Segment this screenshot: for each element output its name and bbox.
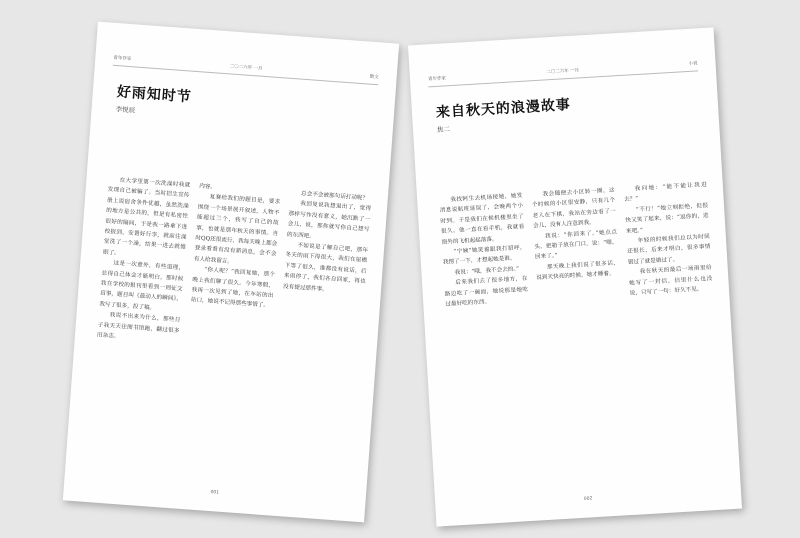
body-paragraph: 我说：“哦，我不会去的。” xyxy=(454,266,520,276)
body-paragraph: 年轻的时候我们总以为时间还很长，后来才明白，很多事情错过了就是错过了。 xyxy=(627,233,711,266)
page-number: 002 xyxy=(583,496,593,502)
body-paragraph: “宁姨”她笑着跟我打招呼，我愣了一下，才想起她是谁。 xyxy=(442,244,526,267)
header-left: 青年作家 xyxy=(113,55,132,63)
body-paragraph: 我回复说我想退出了，觉得那样写作没有意义，她沉默了一会儿，说，那你就写你自己想写的东西吧。 xyxy=(286,201,372,240)
body-paragraph: 我说：“你回来了。”她点点头，把箱子放在门口，说：“嗯，回来了。” xyxy=(534,229,618,261)
body-paragraph: 内容。 xyxy=(198,183,217,191)
header-right: 小说 xyxy=(688,61,698,67)
body-paragraph: 这是一次意外，有些道理，总得自己体会才能明白。那时候我在学校的报刊里看到一则征文启事，题目叫《最动人的瞬间》，我写了很多，投了稿。 xyxy=(99,260,185,312)
article-author: 李悦辰 xyxy=(115,105,136,115)
header-left: 青年作家 xyxy=(427,76,447,83)
article-title: 好雨知时节 xyxy=(116,84,193,106)
text-column xyxy=(531,186,621,305)
text-column xyxy=(187,181,281,353)
text-column xyxy=(623,180,713,299)
body-paragraph: 复赛给我们的题目是，要求围绕一个场景展开叙述，人物不能超过三个，我写了自己的故事，也就是那年秋天的事情。当时QQ还很流行，我每天晚上都会登录看看有没有新消息，会不会有人给我留言。 xyxy=(193,194,281,265)
article-title: 来自秋天的浪漫故事 xyxy=(435,96,572,121)
body-paragraph: 不如说是了解自己吧，那年冬天的雨下得很大，我们在屋檐下等了很久，谁都没有说话，后来雨停了，我们各自回家，再也没有提过那件事。 xyxy=(282,242,369,293)
header-right: 散文 xyxy=(369,74,379,81)
article-author: 焦二 xyxy=(436,125,451,134)
body-paragraph: 那天晚上我们说了很多话，说到天快亮的时候，她才睡着。 xyxy=(536,260,620,282)
running-header xyxy=(428,60,698,87)
header-center: 二〇二六年 一月 xyxy=(546,68,580,76)
right-page xyxy=(408,27,742,526)
body-paragraph: 我找阿生去机场接她，她发消息说航班延误了，会晚两个小时到。于是我们在候机楼里坐了很久，他一直在看手机，我就看窗外的飞机起起落落。 xyxy=(439,192,525,246)
text-column xyxy=(439,191,529,310)
body-columns xyxy=(439,180,713,310)
left-page xyxy=(63,22,399,523)
body-paragraph: “不行！”她立刻拒绝，但很快又笑了起来，说：“逗你的，进来吧。” xyxy=(625,202,709,235)
body-paragraph: “你人呢？”我回复她，那个晚上我们聊了很久。今年寒假，我再一次见到了她，在车站的出站口，她说不记得那些事情了。 xyxy=(190,267,276,310)
body-paragraph: 我说不出来为什么，那些日子我天天往图书馆跑，翻过很多旧杂志。 xyxy=(96,312,181,341)
text-column xyxy=(97,175,191,347)
header-center: 二〇二六年 一月 xyxy=(229,64,263,72)
body-paragraph: 在大学里第一次洗澡时我就发现自己被骗了。当时招生宣传册上说宿舍条件优越，虽然洗澡的地方是公共的，但是有私密性很好的隔间，于是我一路拿下进校报到，安置好行李，就前往澡堂洗了一个澡，结果一进去就傻眼了。 xyxy=(102,177,191,257)
body-paragraph: 我在秋天的最后一场雨里给她写了一封信，信里什么也没说，只写了一句：好久不见。 xyxy=(628,265,713,297)
text-column xyxy=(278,188,372,360)
body-paragraph: 我会随便去小区转一圈，这个时候的小区很安静，只有几个老人在下棋，我站在旁边看了一会儿，没有人注意到我。 xyxy=(531,187,617,230)
body-paragraph: 后来我们去了很多地方，在路边吃了一碗面，她说那是她吃过最好吃的东西。 xyxy=(444,276,529,308)
body-paragraph: 总会不会被那句话打动呢？ xyxy=(300,190,369,202)
body-columns xyxy=(97,175,372,360)
body-paragraph: 我问她：“能不能让我进去？” xyxy=(624,182,707,204)
running-header xyxy=(113,55,379,85)
page-number: 001 xyxy=(210,490,220,496)
